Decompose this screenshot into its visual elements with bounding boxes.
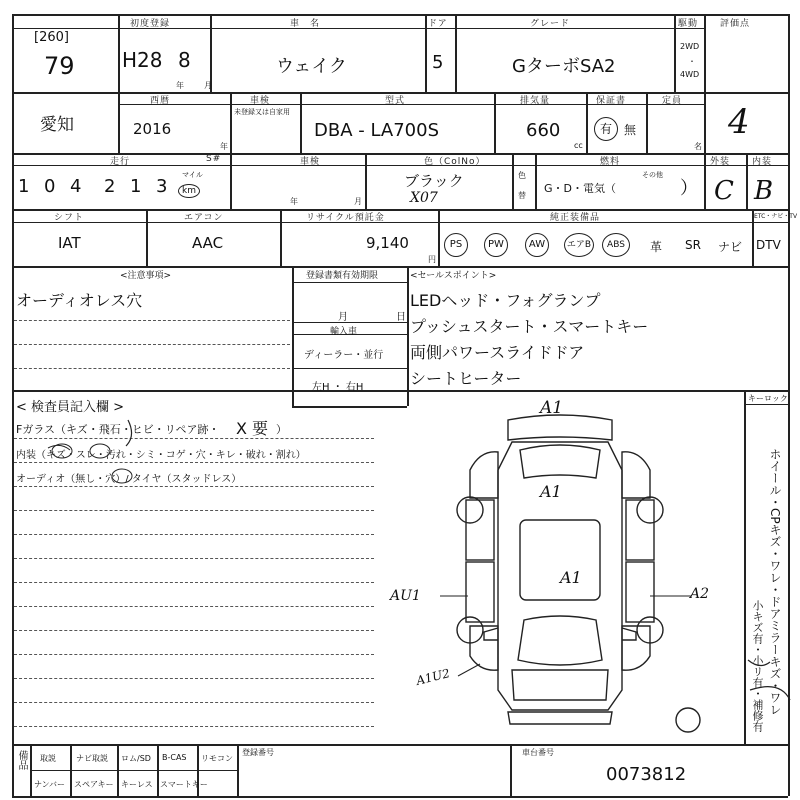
- left-front-door: [466, 562, 494, 622]
- displacement-label: 排気量: [520, 96, 551, 106]
- deadline-month: 月: [338, 312, 348, 323]
- accessory-item: 取説: [40, 754, 56, 763]
- equipment-navi: ナビ: [718, 240, 743, 254]
- spare-wheel: [676, 708, 700, 732]
- grade-label: グレード: [530, 19, 571, 29]
- grade: GターボSA2: [512, 56, 616, 77]
- equipment-label: 純正装備品: [550, 213, 601, 223]
- exterior-grade: C: [714, 176, 734, 206]
- accessory-item: リモコン: [201, 754, 233, 763]
- year-ad: 2016: [133, 120, 172, 138]
- mileage-digit: 4: [70, 176, 82, 197]
- rear-window: [520, 445, 600, 478]
- left-mirror: [484, 628, 498, 640]
- equipment-aw: AW: [525, 233, 549, 257]
- mileage-label: 走行: [110, 157, 131, 167]
- accessory-item: B-CAS: [162, 753, 187, 762]
- warranty-no: 無: [624, 123, 637, 137]
- mileage-digit: 3: [156, 176, 168, 197]
- lot-number: 79: [44, 52, 75, 80]
- right-rear-quarter: [622, 452, 650, 498]
- model-label: 型式: [385, 96, 406, 106]
- car-name: ウェイク: [276, 56, 347, 77]
- ets-label: ETC・ナビ・TV: [754, 213, 798, 220]
- capacity-unit: 名: [694, 142, 702, 151]
- car-name-label: 車 名: [290, 19, 321, 29]
- interior-line: 内装（キズ・スレ・汚れ・シミ・コゲ・穴・キレ・破れ・割れ）: [16, 450, 306, 461]
- receipt-label: 備品: [16, 750, 27, 770]
- fuel-close: ）: [680, 178, 698, 199]
- drive-2wd: 2WD: [680, 42, 700, 51]
- year-unit: 年: [176, 81, 184, 90]
- audio-tire-line: オーディオ（無し・穴）/ タイヤ（スタッドレス）: [16, 474, 242, 485]
- drive-4wd: 4WD: [680, 70, 700, 79]
- left-rear-wheel: [457, 497, 483, 523]
- s-label: S#: [206, 154, 222, 164]
- warranty-label: 保証書: [596, 96, 627, 106]
- equipment-abs: ABS: [602, 233, 630, 257]
- inspection-label-2: 車検: [300, 157, 321, 167]
- recycle-label: リサイクル預託金: [306, 213, 385, 223]
- drive-label: 駆動: [678, 19, 699, 29]
- mileage-digit: 1: [130, 176, 142, 197]
- year-ad-unit: 年: [220, 142, 228, 151]
- interior-label: 内装: [752, 157, 773, 167]
- drive-separator: ・: [688, 57, 696, 66]
- left-rear-door: [466, 500, 494, 560]
- capacity-label: 定員: [662, 96, 683, 106]
- aircon-value: AAC: [192, 234, 224, 252]
- key-lock-label: キーロック: [748, 394, 788, 403]
- color-name: ブラック: [404, 172, 464, 190]
- roof-panel: [520, 520, 600, 600]
- front-bumper: [508, 712, 612, 724]
- color-change-2: 替: [518, 191, 526, 200]
- caution-text: オーディオレス穴: [16, 291, 143, 310]
- exterior-label: 外装: [710, 157, 731, 167]
- doors: 5: [432, 52, 444, 73]
- chassis-number: 0073812: [606, 764, 687, 785]
- import-label: 輸入車: [330, 327, 358, 337]
- door-label: ドア: [428, 19, 448, 29]
- reg-era: H28: [122, 48, 163, 72]
- caution-label: <注意事項>: [120, 271, 172, 281]
- insp-year-unit: 年: [290, 197, 298, 206]
- damage-mark: A1U2: [414, 666, 452, 688]
- left-right-handle: 左H ・ 右H: [312, 382, 364, 393]
- displacement: 660: [526, 120, 561, 141]
- side-notes-1: ホイール・CPキズ・ワレ・ドアミラーキズ・ワレ: [768, 448, 782, 716]
- damage-mark: A1: [560, 568, 582, 587]
- reg-number-label: 登録番号: [242, 748, 274, 757]
- damage-mark: A1: [540, 482, 562, 501]
- accessory-item: ロム/SD: [121, 754, 151, 763]
- accessory-item: スペアキー: [74, 780, 114, 789]
- score-handwritten: 4: [728, 102, 750, 142]
- inspector-title: < 検査員記入欄 >: [16, 400, 125, 415]
- glass-close: ）: [276, 423, 287, 436]
- deadline-label: 登録書類有効期限: [306, 271, 379, 281]
- fuel-other: その他: [642, 171, 663, 179]
- cc-unit: cc: [574, 141, 583, 150]
- color-no: X07: [410, 190, 438, 206]
- left-rear-quarter: [470, 452, 498, 498]
- warranty-yes: 有: [594, 117, 618, 141]
- equipment-dtv: DTV: [756, 238, 781, 252]
- fuel-types: G・D・電気（: [544, 182, 616, 195]
- sales-point: プッシュスタート・スマートキー: [410, 317, 649, 336]
- aircon-label: エアコン: [184, 213, 224, 223]
- glass-line: Fガラス（キズ・飛石・ヒビ・リペア跡・: [16, 423, 220, 436]
- right-rear-wheel: [637, 497, 663, 523]
- model-code: DBA - LA700S: [314, 120, 439, 141]
- lot-bracket: [260]: [34, 30, 69, 45]
- hood: [512, 670, 608, 700]
- color-label: 色（ColNo）: [424, 157, 486, 167]
- mileage-digit: 0: [44, 176, 56, 197]
- accessory-item: ナビ取説: [76, 754, 108, 763]
- accessory-item: ナンバー: [34, 780, 66, 789]
- deadline-day: 日: [396, 312, 406, 323]
- unregistered-note: 未登録又は自家用: [234, 108, 290, 116]
- fuel-label: 燃料: [600, 157, 621, 167]
- yen-unit: 円: [428, 255, 436, 264]
- mile-unit: マイル: [182, 171, 203, 179]
- equipment-ps: PS: [444, 233, 468, 257]
- damage-mark: AU1: [390, 588, 421, 604]
- interior-grade: B: [754, 176, 774, 206]
- km-unit: km: [178, 184, 200, 198]
- color-change-1: 色: [518, 171, 526, 180]
- chassis-label: 車台番号: [522, 748, 554, 757]
- sales-point: 両側パワースライドドア: [410, 343, 585, 362]
- glass-mark: X 要: [236, 419, 269, 438]
- mileage-digit: 1: [18, 176, 30, 197]
- roof-spoiler: [508, 415, 612, 440]
- sales-point: LEDヘッド・フォグランプ: [410, 291, 601, 310]
- windshield: [518, 616, 602, 665]
- damage-mark: A2: [690, 586, 710, 602]
- accessory-item: キーレス: [121, 780, 153, 789]
- equipment-airbag: エアB: [564, 233, 594, 257]
- shift-label: シフト: [54, 213, 85, 223]
- mileage-digit: 2: [104, 176, 116, 197]
- right-front-door: [626, 562, 654, 622]
- damage-mark: A1: [540, 398, 564, 418]
- reg-label: 初度登録: [130, 19, 171, 29]
- accessory-item: スマートキー: [160, 780, 208, 789]
- western-year-label: 西暦: [150, 96, 171, 106]
- recycle-value: 9,140: [366, 234, 409, 252]
- equipment-pw: PW: [484, 233, 508, 257]
- shift-value: IAT: [58, 234, 81, 252]
- insp-month-unit: 月: [354, 197, 362, 206]
- dealer-parallel: ディーラー・並行: [304, 350, 384, 361]
- score-label: 評価点: [720, 19, 751, 29]
- sales-label: <セールスポイント>: [410, 271, 497, 281]
- equipment-leather: 革: [650, 240, 663, 254]
- right-mirror: [622, 628, 636, 640]
- right-rear-door: [626, 500, 654, 560]
- reg-month: 8: [178, 48, 191, 72]
- month-unit: 月: [204, 81, 212, 90]
- equipment-sr: SR: [685, 238, 701, 252]
- sales-point: シートヒーター: [410, 369, 522, 388]
- region: 愛知: [40, 115, 74, 135]
- side-notes-2: 小キズ有・小リ有・補修有: [751, 600, 764, 732]
- inspection-label: 車検: [250, 96, 271, 106]
